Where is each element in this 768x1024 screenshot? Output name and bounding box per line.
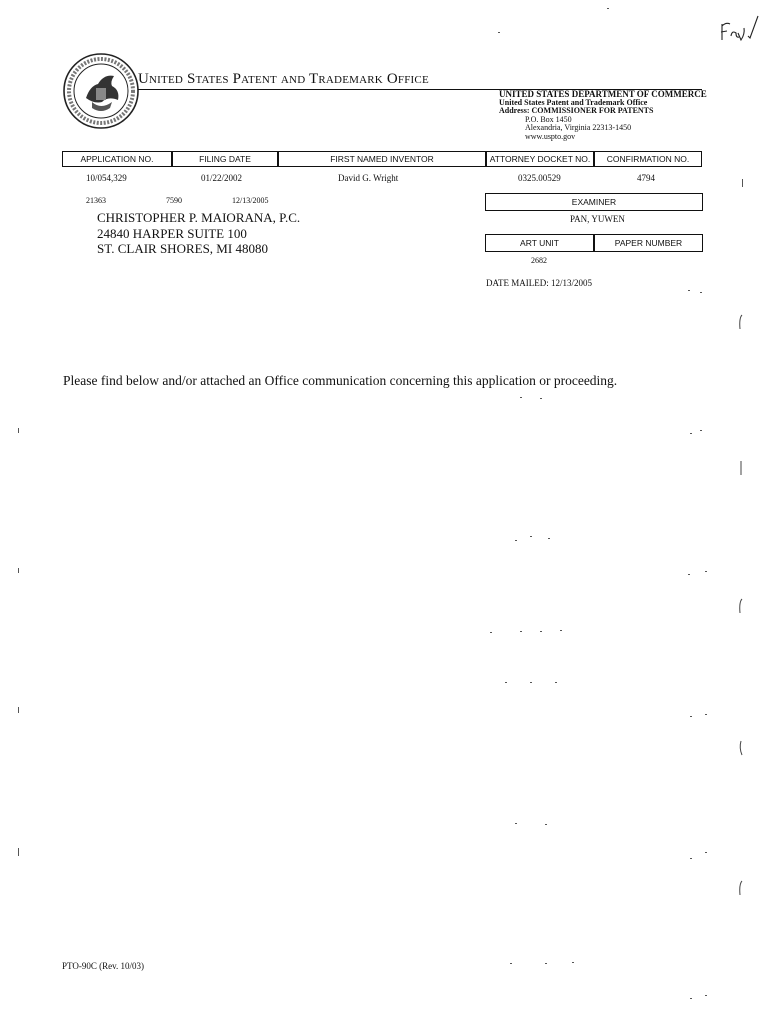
uspto-seal-icon <box>62 52 140 130</box>
customer-number: 21363 <box>86 196 106 205</box>
application-table-header <box>62 151 702 167</box>
confirmation-no-value: 4794 <box>637 173 655 183</box>
address-label: Address: <box>499 106 530 116</box>
address-street-line: 24840 HARPER SUITE 100 <box>97 225 247 241</box>
paper-number-label: PAPER NUMBER <box>594 234 703 252</box>
date-mailed: DATE MAILED: 12/13/2005 <box>486 278 592 288</box>
header-confirmation-no: CONFIRMATION NO. <box>594 151 702 167</box>
office-communication-message: Please find below and/or attached an Office communication concerning this application or proceeding. <box>63 373 618 388</box>
po-box: P.O. Box 1450 <box>525 114 572 124</box>
correspondence-date: 12/13/2005 <box>232 196 269 205</box>
header-application-no: APPLICATION NO. <box>62 151 172 167</box>
margin-mark <box>738 314 744 330</box>
examiner-name: PAN, YUWEN <box>570 214 625 224</box>
department-line2: United States Patent and Trademark Office <box>499 97 648 107</box>
attorney-docket-no-value: 0325.00529 <box>518 173 561 183</box>
art-unit-value: 2682 <box>531 256 547 265</box>
department-line1: UNITED STATES DEPARTMENT OF COMMERCE <box>499 89 707 99</box>
form-number: PTO-90C (Rev. 10/03) <box>62 961 144 971</box>
correspondence-code: 7590 <box>166 196 182 205</box>
margin-mark <box>738 740 744 756</box>
first-named-inventor-value: David G. Wright <box>338 173 399 183</box>
art-unit-header <box>485 234 703 252</box>
margin-mark <box>738 460 744 476</box>
margin-mark <box>738 598 744 614</box>
correspondence-address <box>97 210 300 257</box>
margin-mark <box>738 880 744 896</box>
header-filing-date: FILING DATE <box>172 151 278 167</box>
header-first-named-inventor: FIRST NAMED INVENTOR <box>278 151 486 167</box>
address-name-line: CHRISTOPHER P. MAIORANA, P.C. <box>97 210 301 225</box>
art-unit-label: ART UNIT <box>485 234 594 252</box>
header-attorney-docket-no: ATTORNEY DOCKET NO. <box>486 151 594 167</box>
office-name-title: United States Patent and Trademark Office <box>138 71 429 87</box>
handwritten-initials <box>718 14 762 48</box>
filing-date-value: 01/22/2002 <box>201 173 243 183</box>
address-name: COMMISSIONER FOR PATENTS <box>531 106 654 116</box>
city-state: Alexandria, Virginia 22313-1450 <box>525 123 632 133</box>
department-address-block <box>499 90 707 142</box>
address-city-line: ST. CLAIR SHORES, MI 48080 <box>97 241 268 256</box>
website: www.uspto.gov <box>525 131 576 141</box>
examiner-label-box: EXAMINER <box>485 193 703 211</box>
application-no-value: 10/054,329 <box>86 173 127 183</box>
